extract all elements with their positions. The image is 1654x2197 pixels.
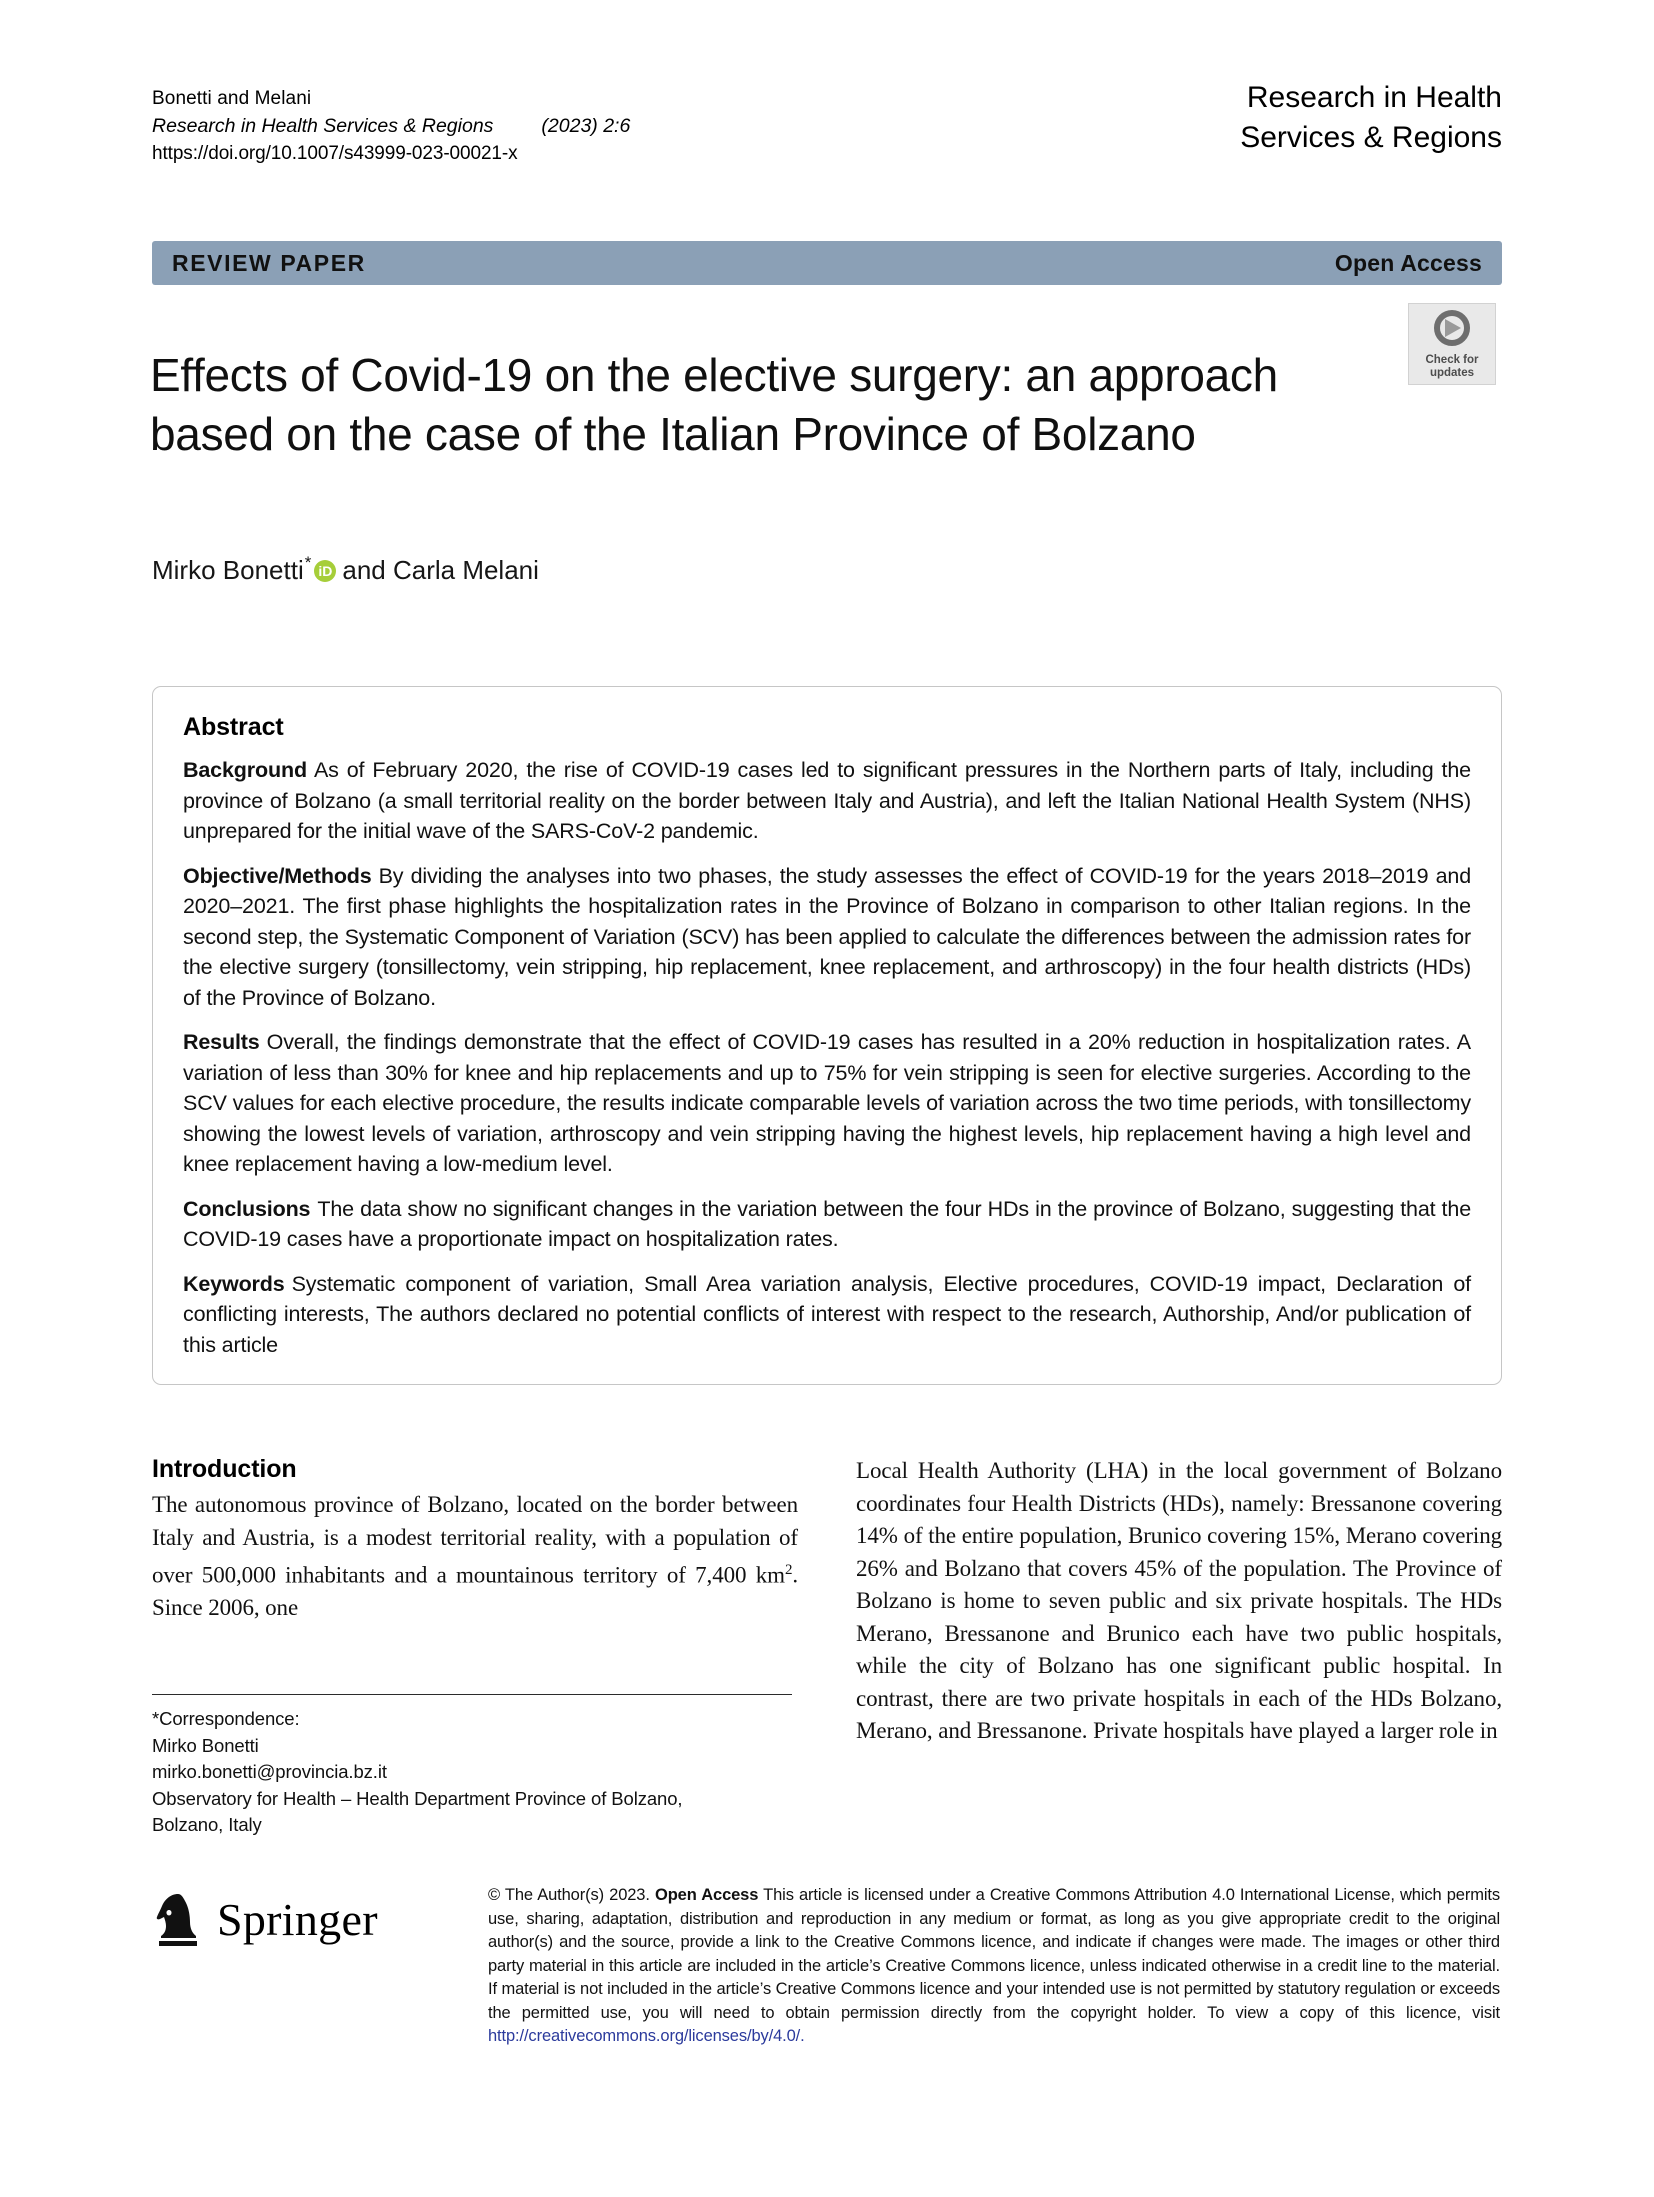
correspondence-divider	[152, 1694, 792, 1695]
license-url-link[interactable]: http://creativecommons.org/licenses/by/4.0/.	[488, 2027, 805, 2045]
abstract-box	[152, 686, 1502, 1385]
abstract-label-objective: Objective/Methods	[183, 863, 372, 888]
license-body-text: This article is licensed under a Creative Commons Attribution 4.0 International License, which permits use, sharing, adaptation, distribution and reproduction in any medium or format, as long as you give appropriate credit to the original author(s) and the source, provide a link to the Creative Commons licence, and indicate if changes were made. The images or other third party material in this article are included in the article’s Creative Commons licence, unless indicated otherwise in a credit line to the material. If material is not included in the article’s Creative Commons licence and your intended use is not permitted by statutory regulation or exceeds the permitted use, you will need to obtain permission directly from the copyright holder. To view a copy of this licence, visit	[488, 1886, 1500, 2022]
running-head-authors: Bonetti and Melani	[152, 88, 312, 109]
introduction-text-tail: . Since 2006, one	[152, 1562, 798, 1621]
author-name-secondary[interactable]: and Carla Melani	[342, 555, 539, 585]
abstract-label-keywords: Keywords	[183, 1271, 285, 1296]
abstract-label-conclusions: Conclusions	[183, 1196, 311, 1221]
doi-link[interactable]: https://doi.org/10.1007/s43999-023-00021-x	[152, 143, 518, 164]
abstract-text-objective: By dividing the analyses into two phases, the study assesses the effect of COVID-19 for the years 2018–2019 and 2020–2021. The first phase highlights the hospitalization rates in the Province of Bolzano in comparison to other Italian regions. In the second step, the Systematic Component of Variation (SCV) has been applied to calculate the differences between the admission rates for the elective surgery (tonsillectomy, vein stripping, hip replacement, knee replacement, and arthroscopy) in the four health districts (HDs) of the Province of Bolzano.	[183, 863, 1471, 1010]
right-column-paragraph: Local Health Authority (LHA) in the local government of Bolzano coordinates four Health Districts (HDs), namely: Bressanone covering 14% of the entire population, Brunico covering 15%, Merano covering 26% and Bolzano that covers 45% of the population. The Province of Bolzano is home to seven public and six private hospitals. The HDs Merano, Bressanone and Brunico each have two public hospitals, while the city of Bolzano has one significant public hospital. In contrast, there are two private hospitals in each of the HDs Bolzano, Merano, and Bressanone. Private hospitals have played a larger role in	[856, 1458, 1502, 1743]
springer-logo	[152, 1890, 378, 1948]
running-head	[152, 86, 1052, 167]
introduction-superscript: 2	[784, 1562, 793, 1578]
abstract-section-results	[183, 1027, 1471, 1180]
author-name-primary[interactable]: Mirko Bonetti	[152, 555, 304, 585]
introduction-text: The autonomous province of Bolzano, located on the border between Italy and Austria, is a modest territorial reality, with a population of over 500,000 inhabitants and a mountainous territory of 7,400 km	[152, 1492, 798, 1588]
abstract-section-keywords	[183, 1269, 1471, 1361]
running-head-journal-line	[152, 112, 1052, 140]
abstract-text-background: As of February 2020, the rise of COVID-19 cases led to significant pressures in the Northern parts of Italy, including the province of Bolzano (a small territorial reality on the border between Italy and Austria), and left the Italian National Health System (NHS) unprepared for the initial wave of the SARS-CoV-2 pandemic.	[183, 758, 1471, 843]
orcid-icon[interactable]: iD	[314, 560, 336, 582]
springer-horse-icon	[152, 1890, 206, 1948]
crossmark-icon	[1432, 308, 1472, 348]
springer-wordmark: Springer	[217, 1893, 378, 1945]
introduction-paragraph	[152, 1489, 798, 1625]
abstract-text-keywords: Systematic component of variation, Small Area variation analysis, Elective procedures, COVID-19 impact, Declaration of conflicting interests, The authors declared no potential conflicts of interest with respect to the research, Authorship, And/or publication of this article	[183, 1271, 1471, 1357]
open-access-label: Open Access	[1334, 249, 1482, 276]
check-for-updates-badge[interactable]	[1408, 303, 1496, 385]
correspondence-affiliation-2: Bolzano, Italy	[152, 1814, 262, 1835]
section-heading-introduction: Introduction	[152, 1455, 297, 1483]
correspondence-email[interactable]: mirko.bonetti@provincia.bz.it	[152, 1761, 387, 1782]
correspondence-affiliation-1: Observatory for Health – Health Department Province of Bolzano,	[152, 1787, 683, 1809]
abstract-section-conclusions	[183, 1194, 1471, 1255]
correspondence-label: *Correspondence:	[152, 1708, 300, 1729]
abstract-label-results: Results	[183, 1030, 260, 1054]
body-column-left	[152, 1455, 798, 1625]
correspondence-name: Mirko Bonetti	[152, 1734, 259, 1756]
journal-title-line-2: Services & Regions	[1240, 121, 1502, 154]
corresponding-author-marker: *	[304, 553, 312, 572]
running-head-journal-name: Research in Health Services & Regions	[152, 115, 494, 137]
author-list	[152, 553, 539, 587]
page-title: Effects of Covid-19 on the elective surgery: an approach based on the case of the Italian Province of Bolzano	[150, 348, 1278, 460]
abstract-label-background: Background	[183, 758, 307, 782]
correspondence-block	[152, 1694, 798, 1839]
crossmark-line-1: Check for	[1425, 354, 1479, 366]
abstract-text-conclusions: The data show no significant changes in the variation between the four HDs in the province of Bolzano, suggesting that the COVID-19 cases have a proportionate impact on hospitalization rates.	[183, 1196, 1471, 1251]
abstract-heading: Abstract	[183, 713, 284, 741]
abstract-section-background	[183, 755, 1471, 847]
article-type-label: REVIEW PAPER	[172, 249, 366, 276]
license-open-access-label: Open Access	[654, 1886, 759, 1904]
running-head-volume: (2023) 2:6	[541, 115, 631, 137]
abstract-text-results: Overall, the findings demonstrate that the effect of COVID-19 cases has resulted in a 20% reduction in hospitalization rates. A variation of less than 30% for knee and hip replacements and up to 75% for vein stripping is seen for elective surgeries. According to the SCV values for each elective procedure, the results indicate comparable levels of variation across the two time periods, with tonsillectomy showing the lowest levels of variation, arthroscopy and vein stripping having the highest levels, hip replacement having a high level and knee replacement having a low-medium level.	[183, 1030, 1471, 1176]
abstract-section-objective	[183, 861, 1471, 1014]
license-statement	[488, 1884, 1500, 2049]
license-copyright: © The Author(s) 2023.	[488, 1886, 650, 1904]
body-column-right	[856, 1455, 1502, 1748]
crossmark-line-2: updates	[1429, 367, 1475, 379]
journal-title	[1240, 78, 1502, 158]
journal-title-line-1: Research in Health	[1246, 81, 1502, 114]
article-type-banner	[152, 241, 1502, 285]
